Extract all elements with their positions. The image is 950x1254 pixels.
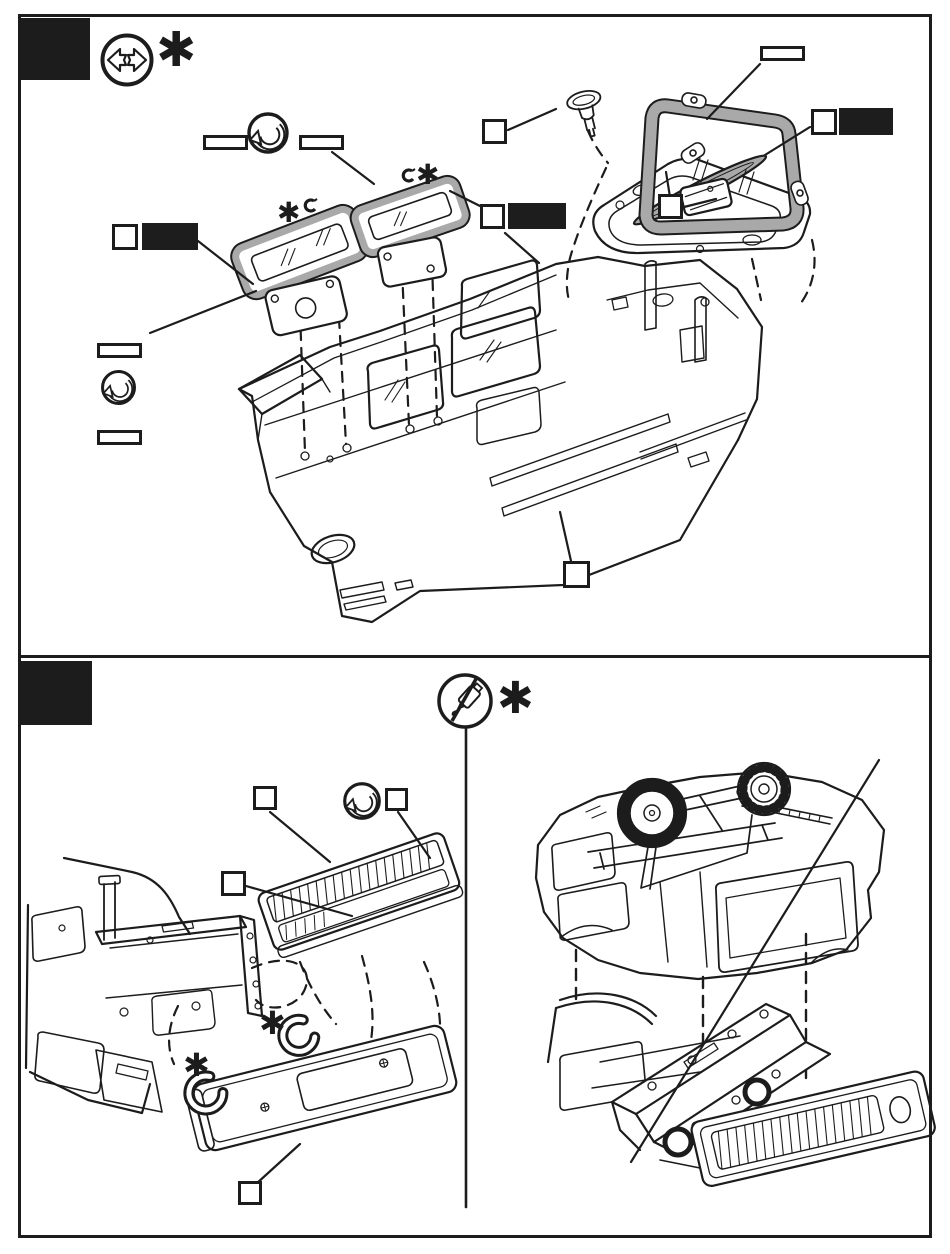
asterisk-mark: ✱ bbox=[277, 196, 301, 229]
asterisk-mark: ✱ bbox=[497, 673, 534, 724]
asterisk-mark: ✱ bbox=[183, 1046, 210, 1084]
asterisk-mark: ✱ bbox=[259, 1004, 286, 1042]
asterisk-mark: ✱ bbox=[416, 158, 440, 191]
asterisk-mark: ✱ bbox=[156, 22, 197, 78]
